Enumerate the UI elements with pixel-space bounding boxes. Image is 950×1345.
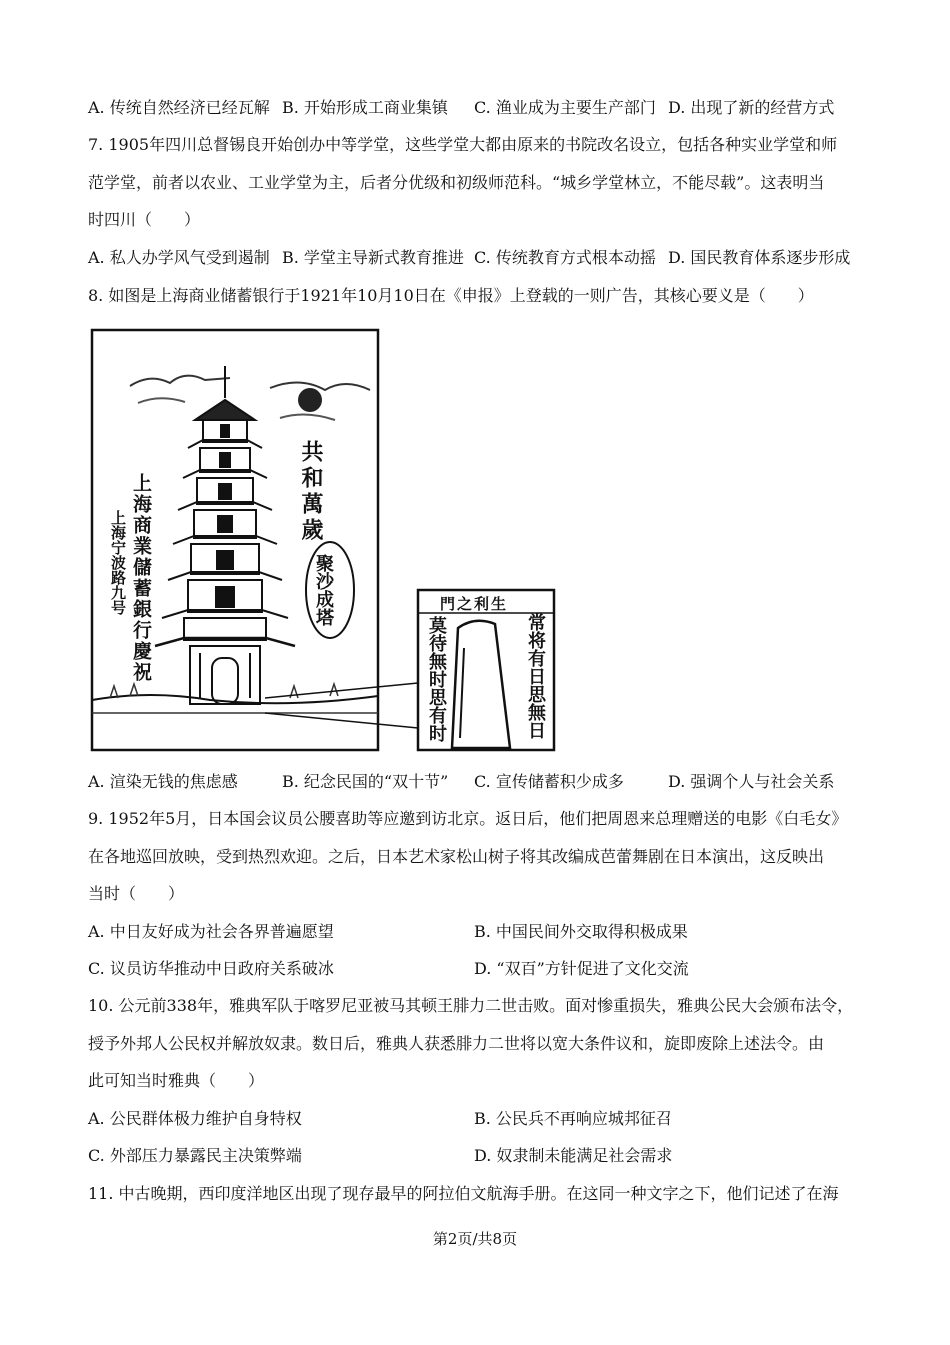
- q8-stem-line1: 8. 如图是上海商业储蓄银行于1921年10月10日在《申报》上登载的一则广告，其核心要义是（ ）: [88, 286, 814, 305]
- cloud-right: [270, 382, 370, 390]
- cloud-left: [130, 376, 230, 386]
- q9-option-a: A. 中日友好成为社会各界普遍愿望: [88, 922, 334, 941]
- q9-stem-line1: 9. 1952年5月，日本国会议员公腰喜助等应邀到访北京。返日后，他们把周恩来总理赠送的电影《白毛女》: [88, 809, 848, 828]
- q6-option-b: B. 开始形成工商业集镇: [282, 98, 448, 117]
- q8-option-d: D. 强调个人与社会关系: [668, 772, 835, 791]
- ad-inset-left-text: 莫待無时思有时: [426, 616, 447, 742]
- q10-stem-line1: 10. 公元前338年，雅典军队于喀罗尼亚被马其顿王腓力二世击败。面对惨重损失，雅典公民大会颁布法令，: [88, 996, 854, 1015]
- q7-stem-line2: 范学堂，前者以农业、工业学堂为主，后者分优级和初级师范科。“城乡学堂林立，不能尽载”。这表明当: [88, 173, 825, 192]
- q11-stem-line1: 11. 中古晚期，西印度洋地区出现了现存最早的阿拉伯文航海手册。在这同一种文字之下，他们记述了在海: [88, 1184, 839, 1203]
- q10-stem-line3: 此可知当时雅典（ ）: [88, 1071, 265, 1090]
- q8-option-a: A. 渲染无钱的焦虑感: [88, 772, 238, 791]
- q6-option-c: C. 渔业成为主要生产部门: [474, 98, 656, 117]
- q8-option-c: C. 宣传储蓄积少成多: [474, 772, 624, 791]
- q8-option-b: B. 纪念民国的“双十节”: [282, 772, 449, 791]
- ad-inset-right-text: 常将有日思無日: [525, 613, 546, 739]
- q9-option-c: C. 议员访华推动中日政府关系破冰: [88, 959, 334, 978]
- q7-option-b: B. 学堂主导新式教育推进: [282, 248, 464, 267]
- q6-option-a: A. 传统自然经济已经瓦解: [88, 98, 270, 117]
- pagoda-icon: [155, 366, 295, 704]
- q7-stem-line3: 时四川（ ）: [88, 210, 201, 229]
- q7-option-a: A. 私人办学风气受到遏制: [88, 248, 270, 267]
- q10-option-c: C. 外部压力暴露民主决策弊端: [88, 1146, 302, 1165]
- page-footer: 第2页/共8页: [432, 1230, 518, 1248]
- q7-option-c: C. 传统教育方式根本动摇: [474, 248, 656, 267]
- q10-option-b: B. 公民兵不再响应城邦征召: [474, 1109, 672, 1128]
- moon-icon: [298, 388, 322, 412]
- q6-option-d: D. 出现了新的经营方式: [668, 98, 835, 117]
- q10-option-d: D. 奴隶制未能满足社会需求: [474, 1146, 673, 1165]
- ad-slogan-tower: 聚沙成塔: [313, 554, 334, 626]
- q10-option-a: A. 公民群体极力维护自身特权: [88, 1109, 302, 1128]
- q9-stem-line3: 当时（ ）: [88, 884, 185, 903]
- q10-stem-line2: 授予外邦人公民权并解放奴隶。数日后，雅典人获悉腓力二世将以宽大条件议和，旋即废除上述法令。由: [88, 1034, 825, 1053]
- ad-slogan-republic: 共和萬歲: [298, 440, 323, 544]
- connector-line: [265, 683, 418, 698]
- ad-bank-name: 上海商業儲蓄銀行慶祝: [130, 473, 152, 683]
- q9-stem-line2: 在各地巡回放映，受到热烈欢迎。之后，日本艺术家松山树子将其改编成芭蕾舞剧在日本演出，这反映出: [88, 847, 825, 866]
- ad-bank-address: 上海宁波路九号: [109, 510, 127, 615]
- q7-stem-line1: 7. 1905年四川总督锡良开始创办中等学堂，这些学堂大都由原来的书院改名设立，包括各种实业学堂和师: [88, 135, 838, 154]
- q8-advertisement-figure: [90, 328, 560, 754]
- q7-option-d: D. 国民教育体系逐步形成: [668, 248, 851, 267]
- q9-option-d: D. “双百”方针促进了文化交流: [474, 959, 689, 978]
- ad-inset-title: 門之利生: [440, 595, 509, 613]
- q9-option-b: B. 中国民间外交取得积极成果: [474, 922, 688, 941]
